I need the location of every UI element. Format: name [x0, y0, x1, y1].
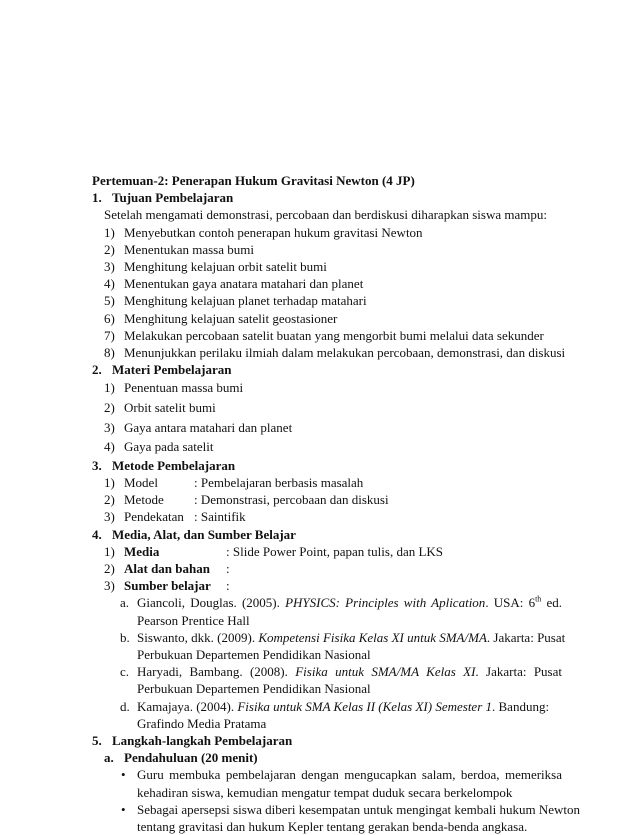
item-key: Model [124, 475, 158, 491]
item-text: Menghitung kelajuan satelit geostasioner [124, 310, 338, 326]
item-text: Penentuan massa bumi [124, 380, 244, 396]
item-key: Pendekatan [124, 509, 184, 525]
reference-title: PHYSICS: Principles with Aplication [285, 595, 486, 611]
item-number: 3) [104, 419, 115, 435]
section-media [92, 526, 562, 543]
item-text: Melakukan percobaan satelit buatan yang mengorbit bumi melalui data sekunder [124, 327, 544, 343]
item-text: Orbit satelit bumi [124, 400, 216, 416]
item-number: 4) [104, 439, 115, 455]
item-text: Menyebutkan contoh penerapan hukum gravitasi Newton [124, 224, 423, 240]
reference-letter: d. [120, 698, 130, 714]
reference-publisher-start: Pusat [537, 629, 566, 645]
reference-b [92, 629, 566, 663]
item-number: 8) [104, 345, 115, 361]
reference-d [92, 698, 562, 732]
list-item [92, 491, 562, 508]
list-item [92, 258, 562, 275]
reference-edition [529, 595, 542, 610]
item-text: Menentukan massa bumi [124, 241, 254, 257]
section-heading: Metode Pembelajaran [112, 457, 236, 473]
list-item [92, 418, 562, 438]
item-number: 1) [104, 543, 115, 559]
item-value: : Pembelajaran berbasis masalah [194, 475, 364, 491]
item-text: Gaya antara matahari dan planet [124, 419, 293, 435]
item-value: : [226, 578, 230, 594]
item-number: 2) [104, 492, 115, 508]
section-heading: Media, Alat, dan Sumber Belajar [112, 526, 296, 542]
reference-place: . Bandung: [492, 698, 550, 714]
item-number: 2) [104, 241, 115, 257]
bullet-dot-icon: • [121, 801, 126, 817]
bullet-text: Guru membuka pembelajaran dengan mengucapkan salam, berdoa, memeriksa [137, 767, 562, 783]
reference-place: . Jakarta: [486, 629, 534, 645]
list-item [92, 560, 562, 577]
item-text: Menunjukkan perilaku ilmiah dalam melakukan percobaan, demonstrasi, dan diskusi [124, 345, 566, 361]
section-heading: Tujuan Pembelajaran [112, 190, 234, 206]
reference-author: Giancoli, Douglas. (2005). [137, 595, 280, 611]
subsection-heading: Pendahuluan (20 menit) [124, 750, 258, 766]
section-number: 3. [92, 457, 102, 473]
reference-place: . Jakarta: [475, 664, 527, 680]
item-text: Menentukan gaya anatara matahari dan planet [124, 276, 364, 292]
list-item [92, 437, 562, 457]
tujuan-intro: Setelah mengamati demonstrasi, percobaan dan berdiskusi diharapkan siswa mampu: [104, 207, 547, 223]
reference-place: . USA: [485, 595, 524, 611]
item-number: 2) [104, 400, 115, 416]
item-text: Menghitung kelajuan planet terhadap matahari [124, 293, 367, 309]
section-heading: Langkah-langkah Pembelajaran [112, 733, 293, 749]
list-item [92, 224, 562, 241]
section-number: 4. [92, 526, 102, 542]
list-item [92, 327, 562, 344]
item-number: 6) [104, 310, 115, 326]
item-number: 1) [104, 475, 115, 491]
reference-author: Kamajaya. (2004). [137, 698, 235, 714]
reference-publisher: Perbukuan Departemen Pendidikan Nasional [137, 647, 371, 663]
reference-publisher-start: Pusat [533, 664, 562, 680]
item-key: Media [124, 543, 160, 559]
reference-line [137, 663, 562, 680]
list-item [92, 543, 562, 560]
item-value: : Demonstrasi, percobaan dan diskusi [194, 492, 389, 508]
reference-publisher: Grafindo Media Pratama [137, 715, 267, 731]
section-langkah [92, 732, 562, 749]
reference-a [92, 594, 562, 628]
list-item [92, 344, 566, 361]
reference-publisher: Pearson Prentice Hall [137, 612, 250, 628]
reference-title: Fisika untuk SMA Kelas II (Kelas XI) Semester 1 [237, 698, 493, 714]
subsection-pendahuluan [92, 749, 562, 766]
meeting-title: Pertemuan-2: Penerapan Hukum Gravitasi Newton (4 JP) [92, 173, 415, 188]
bullet-item [92, 766, 562, 800]
item-number: 2) [104, 561, 115, 577]
item-key: Sumber belajar [124, 578, 211, 594]
section-tujuan [92, 189, 562, 206]
item-value: : Slide Power Point, papan tulis, dan LKS [226, 543, 444, 559]
list-item [92, 577, 562, 594]
edition-number: 6 [528, 595, 536, 611]
reference-title: Kompetensi Fisika Kelas XI untuk SMA/MA [258, 629, 487, 645]
item-number: 1) [104, 380, 115, 396]
list-item [92, 275, 562, 292]
reference-publisher: Perbukuan Departemen Pendidikan Nasional [137, 681, 371, 697]
item-number: 7) [104, 327, 115, 343]
reference-line [137, 698, 562, 715]
reference-c [92, 663, 562, 697]
reference-title: Fisika untuk SMA/MA Kelas XI [295, 664, 476, 680]
bullet-text: Sebagai apersepsi siswa diberi kesempatan untuk mengingat kembali hukum Newton [137, 801, 580, 817]
media-list [92, 543, 562, 595]
item-key: Metode [124, 492, 164, 508]
bullet-item [92, 801, 580, 835]
reference-line [137, 594, 562, 611]
reference-author: Haryadi, Bambang. (2008). [137, 664, 288, 680]
item-number: 3) [104, 578, 115, 594]
section-number: 1. [92, 190, 102, 206]
list-item [92, 378, 562, 398]
bullet-text: kehadiran siswa, kemudian mengatur tempat duduk secara berkelompok [137, 784, 513, 800]
section-number: 2. [92, 362, 102, 378]
item-number: 1) [104, 224, 115, 240]
list-item [92, 292, 562, 309]
list-item [92, 241, 562, 258]
section-number: 5. [92, 733, 102, 749]
item-text: Gaya pada satelit [124, 439, 214, 455]
edition-suffix: th [535, 595, 542, 605]
bullet-dot-icon: • [121, 767, 126, 783]
reference-line [137, 629, 566, 646]
list-item [92, 508, 562, 525]
edition-abbrev: ed. [546, 595, 563, 611]
subsection-letter: a. [104, 750, 114, 766]
list-item [92, 398, 562, 418]
item-number: 3) [104, 259, 115, 275]
reference-author: Siswanto, dkk. (2009). [137, 629, 256, 645]
reference-letter: b. [120, 629, 130, 645]
section-heading: Materi Pembelajaran [112, 362, 232, 378]
item-value: : [226, 561, 230, 577]
bullet-text: tentang gravitasi dan hukum Kepler tentang gerakan benda-benda angkasa. [137, 819, 528, 835]
list-item [92, 310, 562, 327]
item-key: Alat dan bahan [124, 561, 210, 577]
item-text: Menghitung kelajuan orbit satelit bumi [124, 259, 327, 275]
item-value: : Saintifik [194, 509, 246, 525]
section-materi [92, 361, 562, 378]
lesson-plan-content [92, 172, 580, 835]
section-metode [92, 457, 562, 474]
list-item [92, 474, 562, 491]
item-number: 5) [104, 293, 115, 309]
item-number: 4) [104, 276, 115, 292]
item-number: 3) [104, 509, 115, 525]
reference-letter: a. [120, 595, 130, 611]
metode-list [92, 474, 562, 526]
reference-letter: c. [120, 664, 130, 680]
materi-list [92, 378, 562, 456]
